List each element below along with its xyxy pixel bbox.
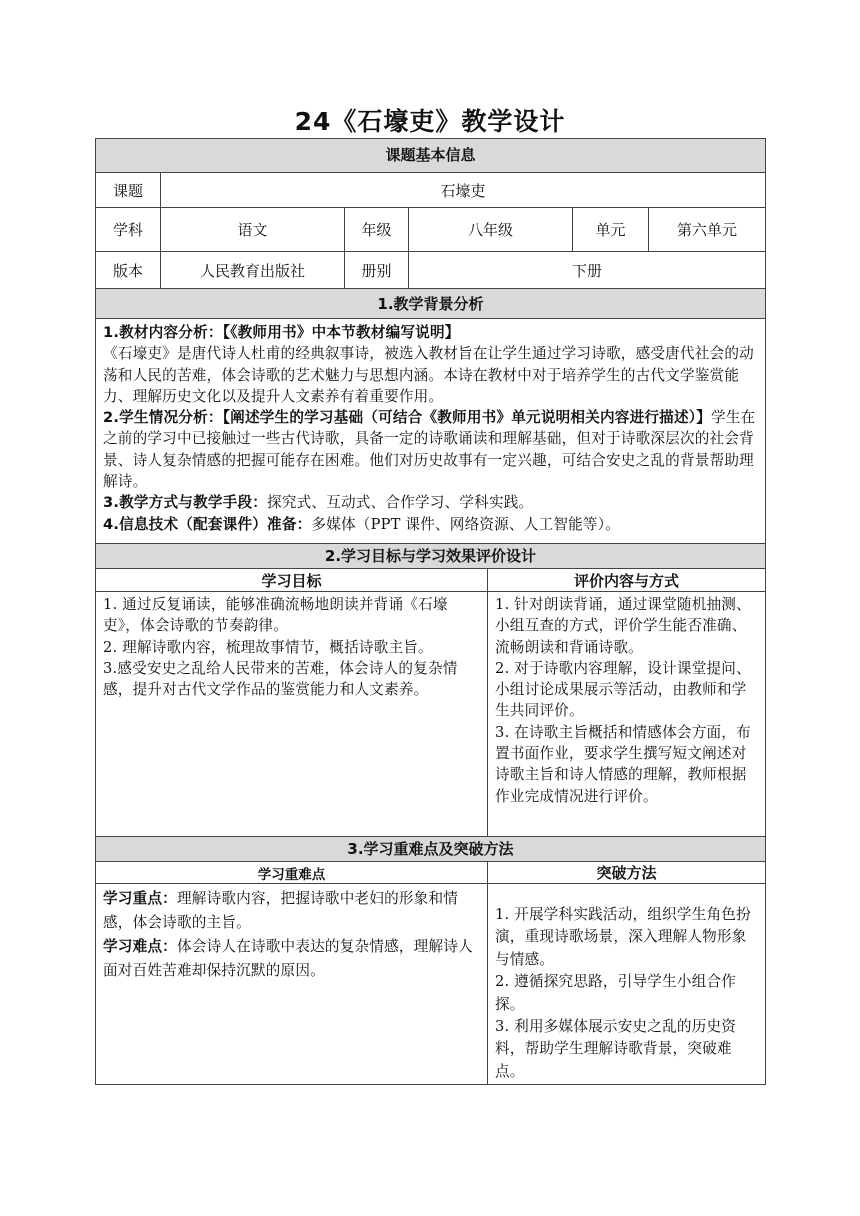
- method-item: 2. 遵循探究思路，引导学生小组合作探。: [495, 973, 737, 1013]
- volume-label: 册别: [344, 252, 408, 288]
- difficult-point-text: 体会诗人在诗歌中表达的复杂情感，理解诗人面对百姓苦难却保持沉默的原因。: [103, 938, 473, 979]
- key-point-label: 学习重点：: [103, 890, 177, 907]
- subject-label: 学科: [112, 221, 143, 239]
- subject-row: [96, 207, 765, 251]
- material-analysis-title: 1.教材内容分析：【《教师用书》中本节教材编写说明】: [103, 324, 460, 341]
- teaching-background: [96, 318, 765, 543]
- it-preparation-text: 多媒体（PPT 课件、网络资源、人工智能等）。: [311, 515, 621, 533]
- learning-goals: [96, 592, 487, 836]
- section3-body: [96, 883, 765, 1084]
- volume-value: 下册: [408, 252, 765, 288]
- section2-body: [96, 591, 765, 836]
- section2-header: 2.学习目标与学习效果评价设计: [96, 543, 765, 568]
- learning-goal-item: 1. 通过反复诵读，能够准确流畅地朗读并背诵《石壕吏》，体会诗歌的节奏韵律。: [103, 596, 448, 635]
- section3-column-headers: [96, 861, 765, 883]
- section1-header: 1.教学背景分析: [96, 288, 765, 318]
- difficult-point-label: 学习难点：: [103, 938, 177, 955]
- key-difficult-points: [96, 884, 487, 1084]
- evaluation-column-header: 评价内容与方式: [487, 569, 765, 591]
- method-item: 3. 利用多媒体展示安史之乱的历史资料，帮助学生理解诗歌背景，突破难点。: [495, 1018, 737, 1080]
- difficult-point: [103, 935, 480, 983]
- teaching-methods-title: 3.教学方式与教学手段：: [103, 494, 268, 512]
- topic-row: [96, 172, 765, 207]
- section2-column-headers: [96, 568, 765, 591]
- breakthrough-methods: [487, 884, 765, 1084]
- teaching-methods-text: 探究式、互动式、合作学习、学科实践。: [267, 494, 534, 512]
- topic-label: 课题: [112, 181, 143, 200]
- it-preparation-title: 4.信息技术（配套课件）准备：: [103, 515, 312, 533]
- key-point: [103, 887, 480, 935]
- method-item: 1. 开展学科实践活动，组织学生角色扮演，重现诗歌场景，深入理解人物形象与情感。: [495, 906, 751, 968]
- material-analysis: [103, 322, 758, 407]
- subject-value: 语文: [160, 208, 344, 251]
- student-analysis-title: 2.学生情况分析：【阐述学生的学习基础（可结合《教师用书》单元说明相关内容进行描述）】: [103, 409, 712, 427]
- evaluation-item: 1. 针对朗读背诵，通过课堂随机抽测、小组互查的方式，评价学生能否准确、流畅朗读和背诵诗歌。: [495, 596, 751, 656]
- document-title: 24《石壕吏》教学设计: [294, 107, 566, 136]
- material-analysis-text: 《石壕吏》是唐代诗人杜甫的经典叙事诗，被选入教材旨在让学生通过学习诗歌，感受唐代社会的动荡和人民的苦难，体会诗歌的艺术魅力与思想内涵。本诗在教材中对于培养学生的古代文学鉴赏能力、理解历史文化以及提升人文素养有着重要作用。: [103, 345, 754, 405]
- grade-label: 年级: [344, 208, 408, 251]
- edition-value: 人民教育出版社: [160, 252, 344, 288]
- learning-goal-item: 3.感受安史之乱给人民带来的苦难，体会诗人的复杂情感，提升对古代文学作品的鉴赏能力和人文素养。: [103, 659, 458, 699]
- student-analysis-text: 学生在之前的学习中已接触过一些古代诗歌，具备一定的诗歌诵读和理解基础，但对于诗歌深层次的社会背景、诗人复杂情感的把握可能存在困难。他们对历史故事有一定兴趣，可结合安史之乱的背景帮助理解诗。: [103, 409, 756, 491]
- evaluation-item: 3. 在诗歌主旨概括和情感体会方面，布置书面作业，要求学生撰写短文阐述对诗歌主旨和诗人情感的理解，教师根据作业完成情况进行评价。: [495, 723, 751, 805]
- grade-value: 八年级: [408, 208, 572, 251]
- basic-info-header: 课题基本信息: [96, 139, 765, 172]
- unit-label: 单元: [572, 208, 648, 251]
- goals-column-header: 学习目标: [261, 571, 322, 590]
- lesson-plan-table: [95, 138, 766, 1085]
- topic-value: 石壕吏: [160, 173, 765, 207]
- methods-column-header: 突破方法: [487, 862, 765, 883]
- key-difficulty-column-header: 学习重难点: [257, 866, 326, 883]
- it-preparation: [103, 514, 758, 535]
- student-analysis: [103, 407, 758, 492]
- evaluation-methods: [487, 592, 765, 836]
- unit-value: 第六单元: [648, 208, 765, 251]
- learning-goal-item: 2. 理解诗歌内容，梳理故事情节，概括诗歌主旨。: [103, 638, 433, 656]
- edition-row: [96, 251, 765, 288]
- section3-header: 3.学习重难点及突破方法: [96, 836, 765, 861]
- key-point-text: 理解诗歌内容，把握诗歌中老妇的形象和情感，体会诗歌的主旨。: [103, 890, 459, 931]
- evaluation-item: 2. 对于诗歌内容理解，设计课堂提问、小组讨论成果展示等活动，由教师和学生共同评价。: [495, 659, 751, 720]
- teaching-methods: [103, 492, 758, 513]
- edition-label: 版本: [112, 261, 143, 280]
